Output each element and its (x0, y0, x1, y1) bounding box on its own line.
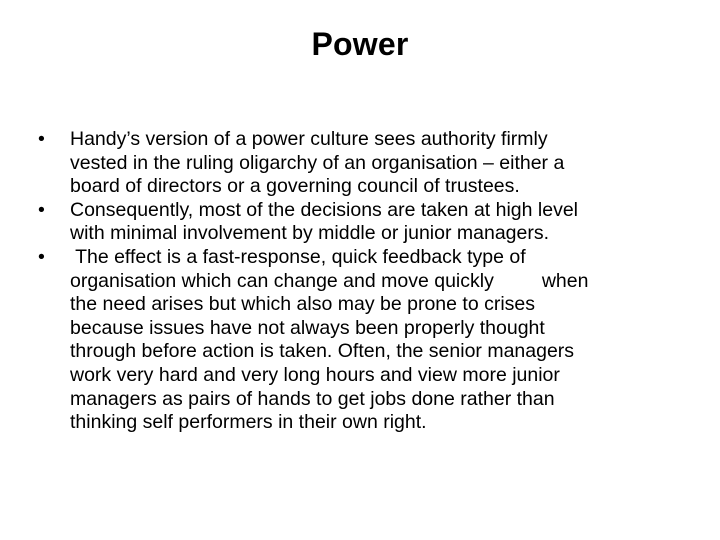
bullet-2-line-2: with minimal involvement by middle or junior managers. (70, 222, 550, 245)
bullet-1-line-2: vested in the ruling oligarchy of an organisation – either a (70, 151, 565, 174)
bullet-dot-icon: • (38, 128, 45, 150)
bullet-item-2 (38, 199, 688, 246)
bullet-dot-icon: • (38, 198, 45, 221)
bullet-list (38, 128, 688, 435)
bullet-3-line-1: The effect is a fast-response, quick feedback type of (70, 245, 526, 268)
bullet-item-1 (38, 128, 688, 199)
bullet-3-line-5: through before action is taken. Often, the senior managers (70, 340, 575, 363)
bullet-3-line-4: because issues have not always been properly thought (70, 316, 545, 339)
bullet-dot-icon: • (38, 245, 45, 268)
slide-title: Power (311, 26, 409, 62)
bullet-3-line-6: work very hard and very long hours and view more junior (70, 363, 560, 386)
bullet-3-line-3: the need arises but which also may be prone to crises (70, 293, 536, 316)
bullet-3-line-7: managers as pairs of hands to get jobs done rather than (70, 387, 555, 410)
bullet-2-line-1: Consequently, most of the decisions are taken at high level (70, 198, 579, 221)
bullet-3-line-2 (70, 270, 688, 294)
bullet-item-3 (38, 246, 688, 435)
bullet-3-line-2-end: when (541, 269, 589, 292)
bullet-1-line-3: board of directors or a governing council of trustees. (70, 175, 520, 198)
bullet-3-line-8: thinking self performers in their own right. (70, 411, 427, 434)
bullet-1-line-1: Handy’s version of a power culture sees authority firmly (70, 128, 548, 150)
bullet-3-line-2-text: organisation which can change and move quickly (70, 269, 494, 292)
